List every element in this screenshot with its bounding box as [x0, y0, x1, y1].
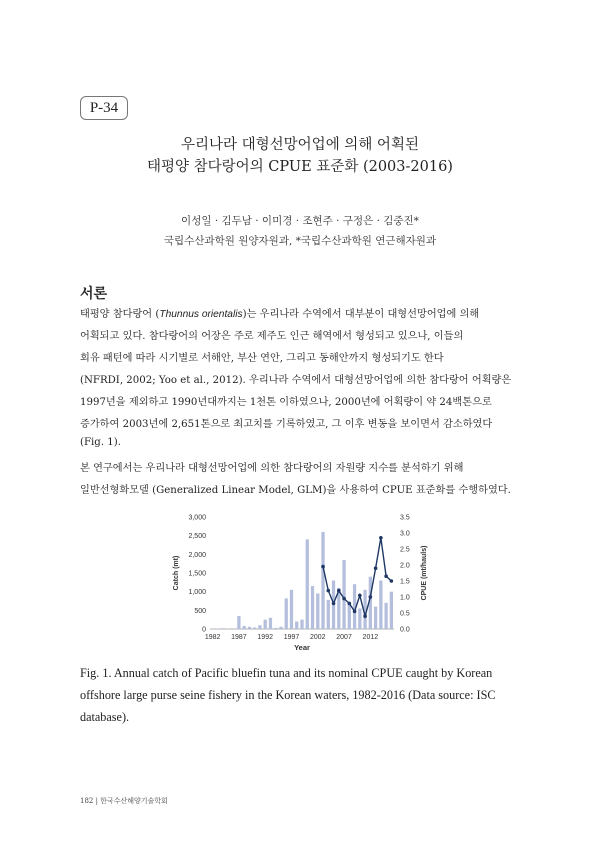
catch-bar: [327, 600, 330, 629]
y-tick-label: 1,500: [188, 570, 206, 578]
cpue-point: [369, 595, 373, 599]
y2-tick-label: 2.0: [400, 562, 410, 570]
catch-bar: [253, 628, 256, 629]
figure-caption-line: offshore large purse seine fishery in the Korean waters, 1982-2016 (Data source: ISC: [80, 688, 496, 702]
catch-bar: [358, 608, 361, 629]
y-tick-label: 0: [202, 626, 206, 634]
catch-bar: [321, 532, 324, 629]
catch-bar: [285, 598, 288, 629]
x-axis-label: Year: [294, 643, 310, 652]
cpue-point: [332, 602, 336, 606]
y2-tick-label: 0.5: [400, 610, 410, 618]
cpue-point: [321, 565, 325, 569]
catch-bar: [269, 618, 272, 629]
y-tick-label: 2,000: [188, 551, 206, 559]
body-line: (Fig. 1).: [80, 437, 121, 448]
y2-tick-label: 3.0: [400, 530, 410, 538]
cpue-point: [326, 589, 330, 593]
cpue-point: [337, 589, 341, 593]
catch-bar: [264, 620, 267, 629]
y-tick-label: 1,000: [188, 589, 206, 597]
cpue-point: [390, 579, 394, 583]
catch-bar: [300, 620, 303, 629]
section-heading: 서론: [80, 286, 108, 302]
catch-bar: [348, 603, 351, 629]
y2-tick-label: 1.5: [400, 578, 410, 586]
catch-bar: [374, 607, 377, 629]
figure-caption-line: Fig. 1. Annual catch of Pacific bluefin tuna and its nominal CPUE caught by Korean: [80, 666, 493, 680]
cpue-point: [348, 602, 352, 606]
y-axis-label: Catch (mt): [173, 555, 180, 591]
catch-bar: [274, 628, 277, 629]
catch-bar: [342, 560, 345, 629]
body-line: 본 연구에서는 우리나라 대형선망어업에 의한 참다랑어의 자원량 지수를 분석하기 위해: [80, 463, 464, 474]
cpue-point: [384, 574, 388, 578]
y2-tick-label: 3.5: [400, 514, 410, 522]
catch-bar: [316, 594, 319, 629]
y2-tick-label: 0.0: [400, 626, 410, 634]
body-line: 태평양 참다랑어 (Thunnus orientalis)는 우리나라 수역에서 대부분이 대형선망어업에 의해: [80, 309, 480, 320]
body-line: 일반선형화모델 (Generalized Linear Model, GLM)을 사용하여 CPUE 표준화를 수행하였다.: [80, 485, 511, 496]
x-tick-label: 2002: [309, 634, 326, 641]
cpue-point: [353, 610, 357, 614]
catch-bar: [258, 625, 261, 629]
body-line: 어획되고 있다. 참다랑어의 어장은 주로 제주도 인근 해역에서 형성되고 있으나, 이들의: [80, 331, 464, 342]
catch-bar: [237, 616, 240, 629]
catch-bar: [390, 592, 393, 629]
body-line: 증가하여 2003년에 2,651톤으로 최고치를 기록하였고, 그 이후 변동을 보이면서 감소하였다: [80, 419, 493, 430]
x-tick-label: 1982: [204, 634, 221, 641]
body-line: 1997년을 제외하고 1990년대까지는 1천톤 이하였으나, 2000년에 어획량이 약 24백톤으로: [80, 397, 492, 408]
catch-bar: [243, 626, 246, 629]
cpue-point: [374, 566, 378, 570]
catch-bar: [222, 628, 225, 629]
y-tick-label: 500: [194, 607, 206, 615]
x-tick-label: 1987: [231, 634, 247, 641]
catch-bar: [248, 627, 251, 629]
catch-bar: [306, 539, 309, 629]
y2-axis-label: CPUE (mt/hauls): [421, 545, 428, 601]
title-line-1: 우리나라 대형선망어업에 의해 어획된: [181, 137, 419, 153]
cpue-point: [379, 536, 383, 540]
catch-cpue-chart: [172, 505, 432, 659]
cpue-point: [342, 597, 346, 601]
catch-bar: [311, 586, 314, 629]
catch-bar: [384, 603, 387, 629]
y2-tick-label: 2.5: [400, 546, 410, 554]
cpue-point: [363, 614, 367, 618]
poster-number-tag: P-34: [80, 96, 128, 120]
x-tick-label: 1992: [257, 634, 273, 641]
authors: 이성일 · 김두남 · 이미경 · 조현주 · 구정은 · 김중진*: [181, 215, 419, 227]
x-tick-label: 1997: [283, 634, 300, 641]
affiliation: 국립수산과학원 원양자원과, *국립수산과학원 연근해자원과: [163, 235, 437, 247]
title-line-2: 태평양 참다랑어의 CPUE 표준화 (2003-2016): [147, 159, 453, 175]
figure-caption-line: database).: [80, 710, 130, 724]
x-tick-label: 2007: [336, 634, 352, 641]
catch-bar: [290, 590, 293, 629]
species-name: Thunnus orientalis: [159, 309, 243, 320]
catch-bar: [279, 627, 282, 629]
catch-bar: [295, 622, 298, 629]
page-footer: 182 | 한국수산해양기술학회: [80, 797, 168, 805]
chart-canvas: [172, 505, 432, 655]
y2-tick-label: 1.0: [400, 594, 410, 602]
body-line: (NFRDI, 2002; Yoo et al., 2012). 우리나라 수역에서 대형선망어업에 의한 참다랑어 어획량은: [80, 375, 512, 386]
x-tick-label: 2012: [362, 634, 379, 641]
catch-bar: [379, 580, 382, 629]
body-line: 회유 패턴에 따라 시기별로 서해안, 부산 연안, 그리고 동해안까지 형성되기도 한다: [80, 353, 444, 364]
y-tick-label: 2,500: [188, 533, 206, 541]
cpue-point: [358, 594, 362, 598]
y-tick-label: 3,000: [188, 514, 206, 522]
